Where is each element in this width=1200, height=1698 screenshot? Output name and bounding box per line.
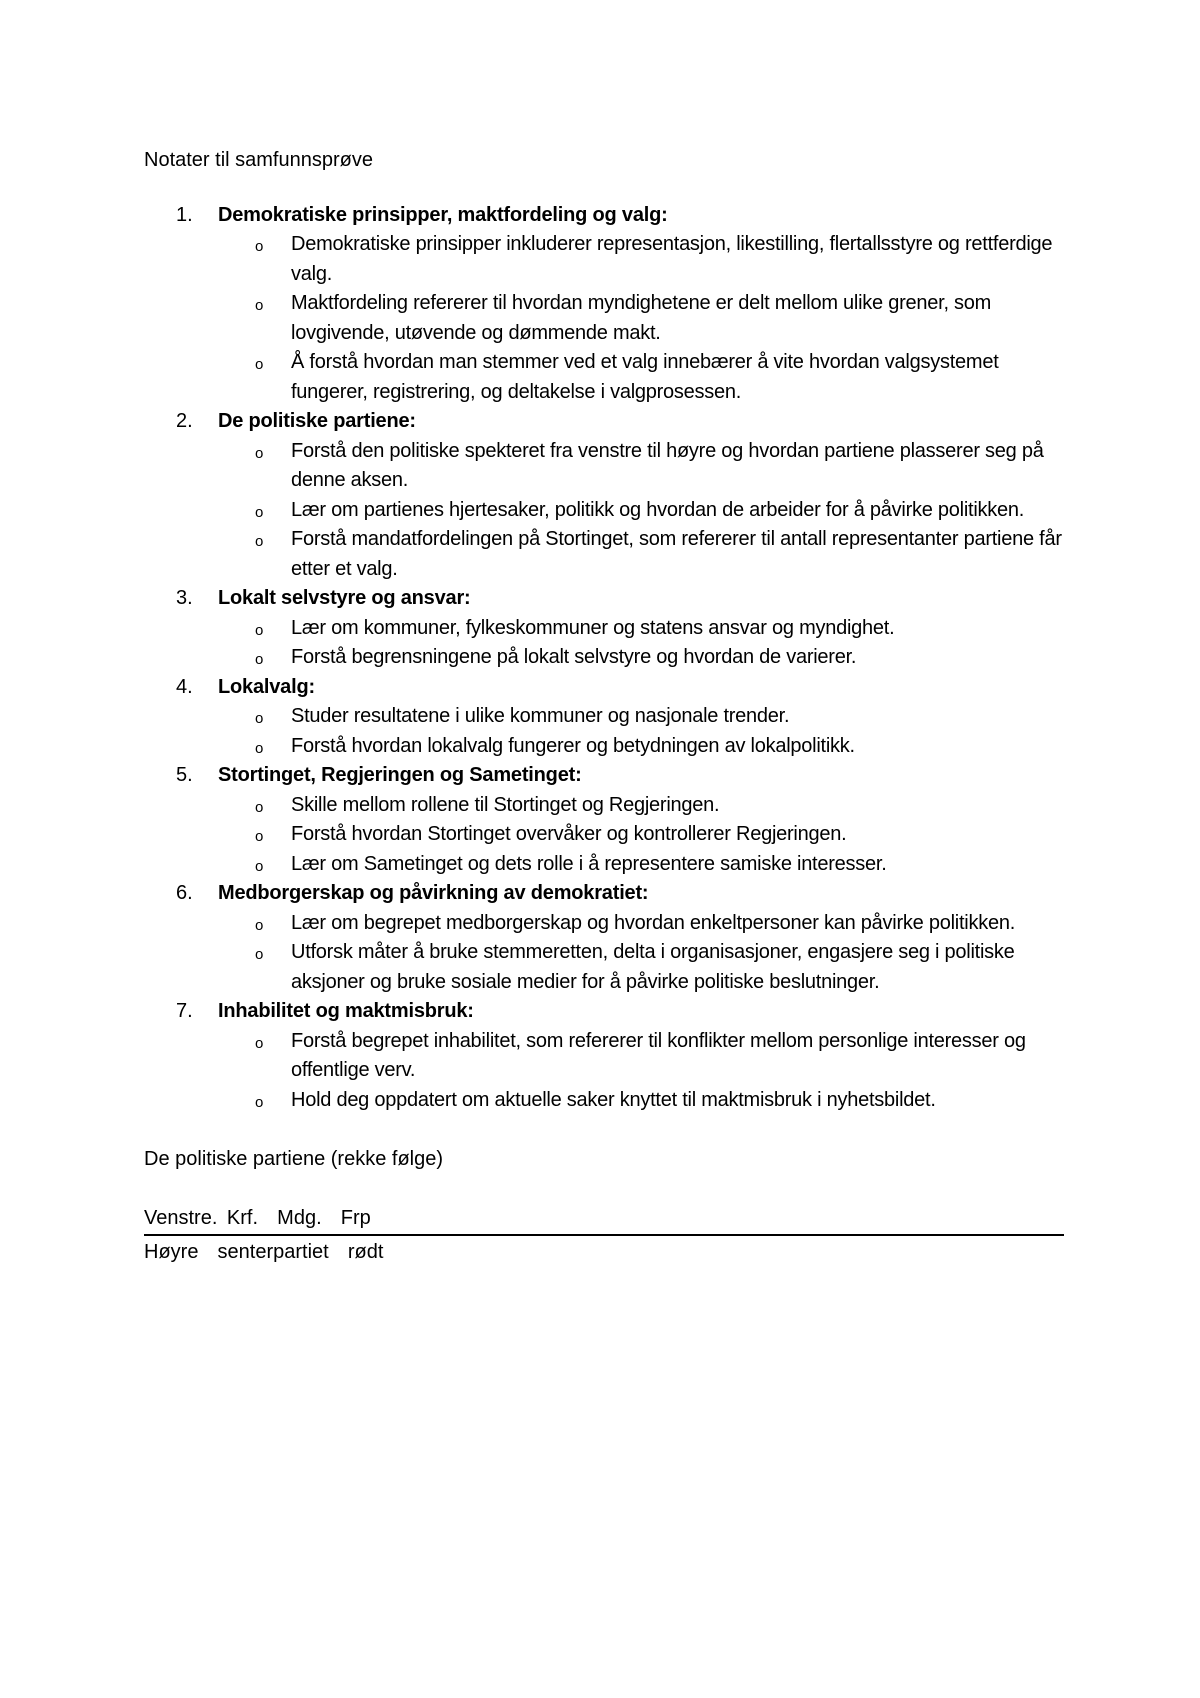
bullet-marker-icon: o [255, 798, 264, 816]
bullet-marker-icon: o [255, 857, 264, 875]
bullet-text: Utforsk måter å bruke stemmeretten, delta i organisasjoner, engasjere seg i politiske aksjoner og bruke sosiale medier for å påvirke politiske beslutninger. [291, 941, 1015, 993]
bullet-item [218, 820, 1064, 850]
bullet-list [218, 230, 1064, 407]
bullet-marker-icon: o [255, 946, 264, 963]
document-title: Notater til samfunnsprøve [144, 149, 373, 171]
bullet-marker-icon: o [255, 710, 264, 727]
parties-row-2: Høyre senterpartiet rødt [144, 1241, 384, 1263]
bullet-text: Hold deg oppdatert om aktuelle saker knyttet til maktmisbruk i nyhetsbildet. [291, 1088, 936, 1111]
section-item [144, 407, 1064, 584]
section-heading: Medborgerskap og påvirkning av demokratiet: [218, 882, 649, 904]
bullet-marker-icon: o [255, 503, 264, 521]
bullet-item [218, 437, 1064, 496]
bullet-text: Lær om Sametinget og dets rolle i å representere samiske interesser. [291, 852, 887, 875]
bullet-text: Å forstå hvordan man stemmer ved et valg innebærer å vite hvordan valgsystemet fungerer, registrering, og deltakelse i valgprosessen. [291, 351, 999, 403]
bullet-item [218, 1086, 1064, 1116]
bullet-text: Forstå den politiske spekteret fra venstre til høyre og hvordan partiene plasserer seg på denne aksen. [291, 439, 1044, 491]
bullet-item [218, 289, 1064, 348]
bullet-text: Skille mellom rollene til Stortinget og Regjeringen. [291, 793, 720, 816]
bullet-list [218, 702, 1064, 761]
section-item [144, 201, 1064, 408]
bullet-text: Forstå mandatfordelingen på Stortinget, som refererer til antall representanter partiene får etter et valg. [291, 528, 1062, 580]
section-item [144, 584, 1064, 673]
bullet-text: Demokratiske prinsipper inkluderer representasjon, likestilling, flertallsstyre og rettferdige valg. [291, 233, 1053, 285]
bullet-item [218, 496, 1064, 526]
section-item [144, 761, 1064, 879]
section-number: 3. [176, 587, 193, 609]
bullet-item [218, 643, 1064, 673]
bullet-text: Forstå begrensningene på lokalt selvstyre og hvordan de varierer. [291, 646, 857, 668]
bullet-item [218, 732, 1064, 762]
bullet-list [218, 437, 1064, 585]
bullet-item [218, 938, 1064, 997]
bullet-item [218, 1027, 1064, 1086]
bullet-marker-icon: o [255, 1093, 264, 1111]
bullet-marker-icon: o [255, 739, 264, 757]
bullet-item [218, 791, 1064, 821]
document-body [144, 146, 1064, 1268]
section-item [144, 673, 1064, 762]
bullet-marker-icon: o [255, 238, 264, 255]
bullet-item [218, 348, 1064, 407]
bullet-marker-icon: o [255, 297, 264, 314]
section-number: 2. [176, 410, 193, 432]
parties-title: De politiske partiene (rekke følge) [144, 1148, 444, 1170]
bullet-text: Forstå begrepet inhabilitet, som refererer til konflikter mellom personlige interesser og offentlige verv. [291, 1029, 1026, 1081]
section-item [144, 879, 1064, 997]
section-heading: Inhabilitet og maktmisbruk: [218, 1000, 474, 1022]
bullet-text: Forstå hvordan lokalvalg fungerer og betydningen av lokalpolitikk. [291, 734, 855, 757]
section-number: 7. [176, 1000, 193, 1022]
bullet-item [218, 230, 1064, 289]
bullet-item [218, 702, 1064, 732]
bullet-text: Forstå hvordan Stortinget overvåker og kontrollerer Regjeringen. [291, 823, 847, 845]
bullet-item [218, 909, 1064, 939]
bullet-marker-icon: o [255, 1034, 264, 1052]
section-list [144, 201, 1064, 1116]
bullet-list [218, 791, 1064, 880]
section-item [144, 997, 1064, 1115]
section-heading: Lokalt selvstyre og ansvar: [218, 587, 471, 609]
bullet-marker-icon: o [255, 533, 264, 550]
bullet-marker-icon: o [255, 621, 264, 639]
section-heading: De politiske partiene: [218, 410, 416, 432]
bullet-list [218, 614, 1064, 673]
bullet-marker-icon: o [255, 651, 264, 668]
bullet-list [218, 909, 1064, 998]
bullet-text: Lær om begrepet medborgerskap og hvordan enkeltpersoner kan påvirke politikken. [291, 911, 1016, 934]
section-number: 5. [176, 764, 193, 786]
section-heading: Lokalvalg: [218, 675, 315, 698]
bullet-item [218, 614, 1064, 644]
bullet-text: Lær om partienes hjertesaker, politikk og hvordan de arbeider for å påvirke politikken. [291, 498, 1025, 521]
section-number: 6. [176, 882, 193, 904]
bullet-text: Lær om kommuner, fylkeskommuner og statens ansvar og myndighet. [291, 616, 895, 639]
bullet-marker-icon: o [255, 828, 264, 845]
section-heading: Demokratiske prinsipper, maktfordeling og valg: [218, 203, 668, 226]
section-heading: Stortinget, Regjeringen og Sametinget: [218, 764, 582, 786]
bullet-text: Maktfordeling refererer til hvordan myndighetene er delt mellom ulike grener, som lovgivende, utøvende og dømmende makt. [291, 292, 992, 344]
section-number: 4. [176, 675, 193, 698]
bullet-list [218, 1027, 1064, 1116]
bullet-marker-icon: o [255, 444, 264, 462]
bullet-text: Studer resultatene i ulike kommuner og nasjonale trender. [291, 705, 790, 727]
bullet-item [218, 850, 1064, 880]
bullet-marker-icon: o [255, 916, 264, 934]
bullet-marker-icon: o [255, 356, 264, 373]
parties-row-1: Venstre. Krf. Mdg. Frp [144, 1204, 1064, 1237]
section-number: 1. [176, 203, 193, 226]
bullet-item [218, 525, 1064, 584]
